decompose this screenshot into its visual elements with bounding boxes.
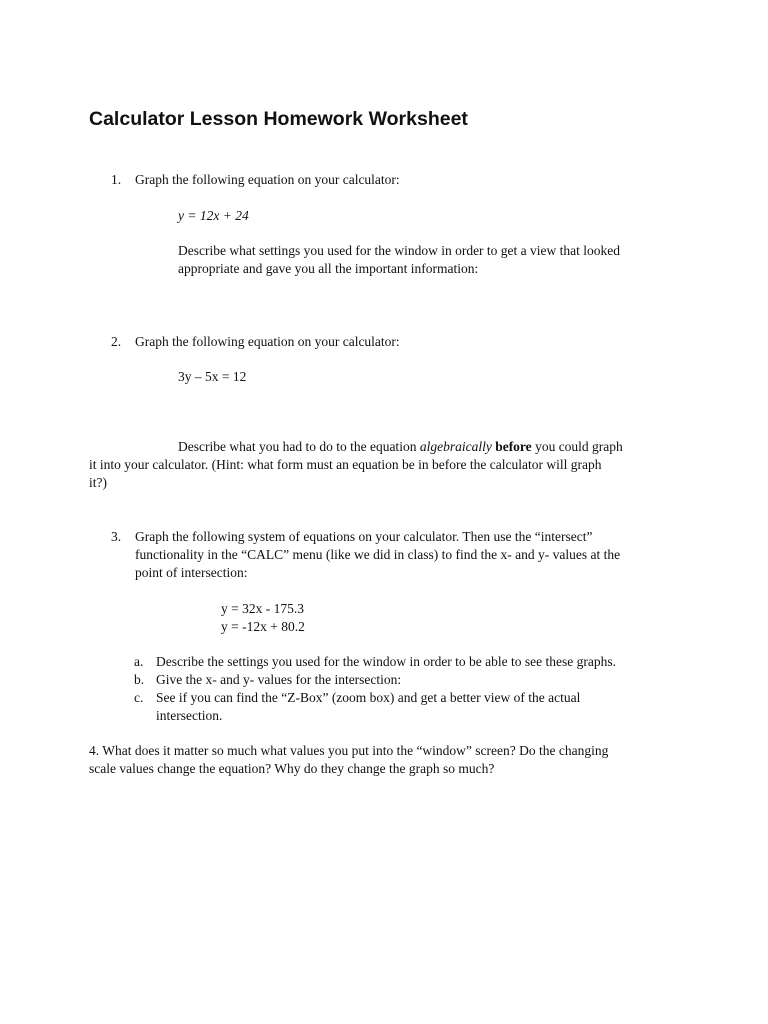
question-1-describe-line-2: appropriate and gave you all the important information:	[178, 261, 479, 276]
subquestion-c-text: See if you can find the “Z-Box” (zoom box) and get a better view of the actual	[156, 690, 581, 705]
subquestion-b-text: Give the x- and y- values for the intersection:	[156, 672, 402, 687]
question-3-prompt	[135, 528, 620, 582]
question-1-describe-line-1: Describe what settings you used for the window in order to get a view that looked	[178, 243, 621, 258]
question-1-equation: y = 12x + 24	[178, 208, 249, 223]
subquestion-c-letter: c.	[134, 690, 144, 705]
question-3-equation-2: y = -12x + 80.2	[221, 619, 305, 634]
subquestion-a-letter: a.	[134, 654, 144, 669]
question-2-describe	[89, 438, 689, 492]
question-3-prompt-line-1: Graph the following system of equations on your calculator. Then use the “intersect”	[135, 529, 593, 544]
question-1-describe	[178, 242, 620, 278]
question-2-describe-post: you could graph	[531, 439, 623, 454]
question-4-line-2: scale values change the equation? Why do they change the graph so much?	[89, 761, 495, 776]
question-2-equation: 3y – 5x = 12	[178, 369, 247, 384]
subquestion-a-text: Describe the settings you used for the window in order to be able to see these graphs.	[156, 654, 617, 669]
question-2-describe-pre: Describe what you had to do to the equation	[178, 439, 420, 454]
question-3-prompt-line-3: point of intersection:	[135, 565, 248, 580]
question-2-describe-line-2: it into your calculator. (Hint: what form must an equation be in before the calculator will graph	[89, 457, 602, 472]
question-2-describe-line-3: it?)	[89, 475, 107, 490]
question-2-describe-bold: before	[495, 439, 532, 454]
question-3-equation-1: y = 32x - 175.3	[221, 601, 304, 616]
question-1-prompt: Graph the following equation on your calculator:	[135, 172, 400, 187]
question-3-prompt-line-2: functionality in the “CALC” menu (like we did in class) to find the x- and y- values at the	[135, 547, 621, 562]
question-3-equations	[221, 600, 305, 636]
question-1-number: 1.	[111, 172, 122, 187]
worksheet-title: Calculator Lesson Homework Worksheet	[89, 108, 468, 130]
question-4-line-1: 4. What does it matter so much what values you put into the “window” screen? Do the changing	[89, 743, 609, 758]
subquestion-b-letter: b.	[134, 672, 145, 687]
question-3-number: 3.	[111, 529, 122, 544]
question-2-prompt: Graph the following equation on your calculator:	[135, 334, 400, 349]
question-2-describe-line-1	[89, 438, 689, 456]
question-2-number: 2.	[111, 334, 122, 349]
question-4	[89, 742, 608, 778]
subquestion-c-text-line-2: intersection.	[156, 708, 223, 723]
question-2-describe-italic: algebraically	[419, 439, 492, 454]
